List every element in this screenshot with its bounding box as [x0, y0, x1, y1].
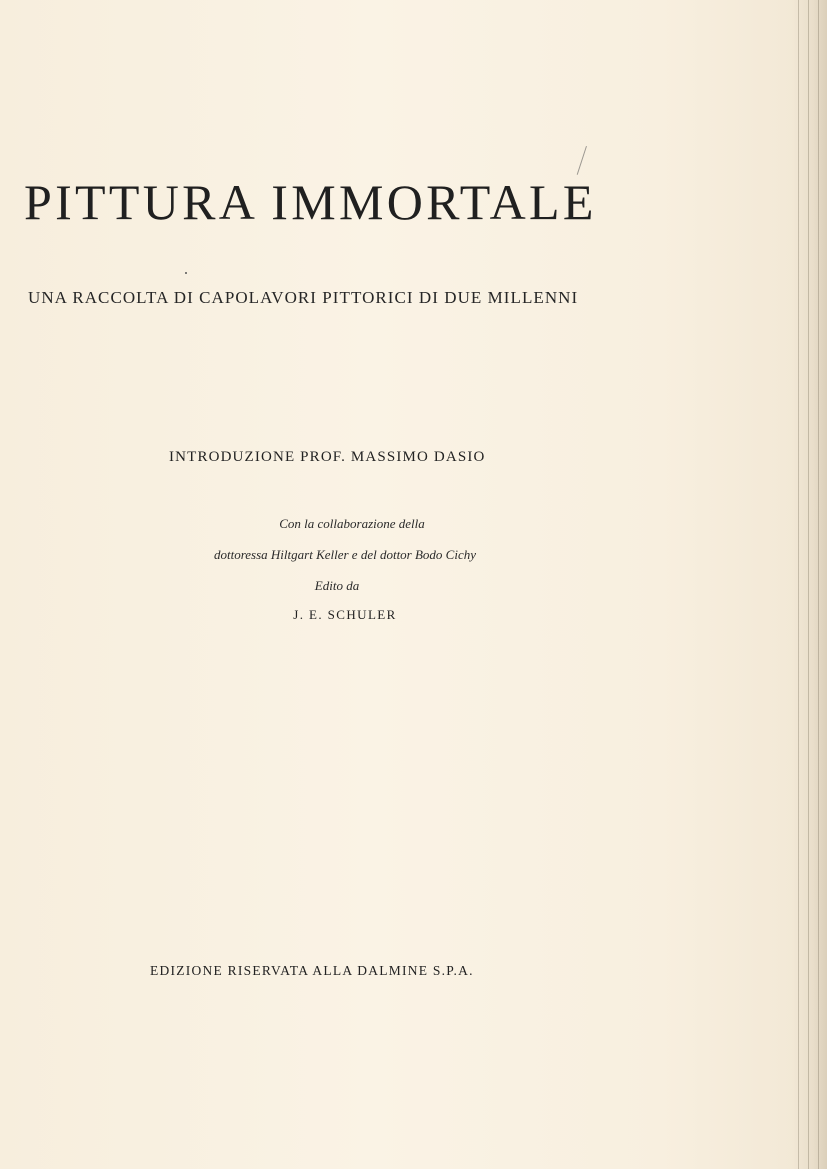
page-edge-line	[798, 0, 799, 1169]
page-edge-line	[818, 0, 819, 1169]
collaborators-names: dottoressa Hiltgart Keller e del dottor Bodo Cichy	[213, 547, 477, 562]
ink-speck	[185, 272, 187, 274]
publisher-note: EDIZIONE RISERVATA ALLA DALMINE S.P.A.	[150, 963, 474, 978]
page-edge-line	[808, 0, 809, 1169]
book-subtitle: UNA RACCOLTA DI CAPOLAVORI PITTORICI DI DUE MILLENNI	[28, 288, 579, 307]
collaboration-line: Con la collaborazione della	[279, 516, 425, 531]
introduction-credit: INTRODUZIONE PROF. MASSIMO DASIO	[169, 449, 486, 465]
page-edge-shadow	[791, 0, 827, 1169]
book-title: PITTURA IMMORTALE	[24, 174, 597, 230]
editor-name: J. E. SCHULER	[293, 607, 397, 622]
edited-by-label: Edito da	[314, 578, 360, 593]
